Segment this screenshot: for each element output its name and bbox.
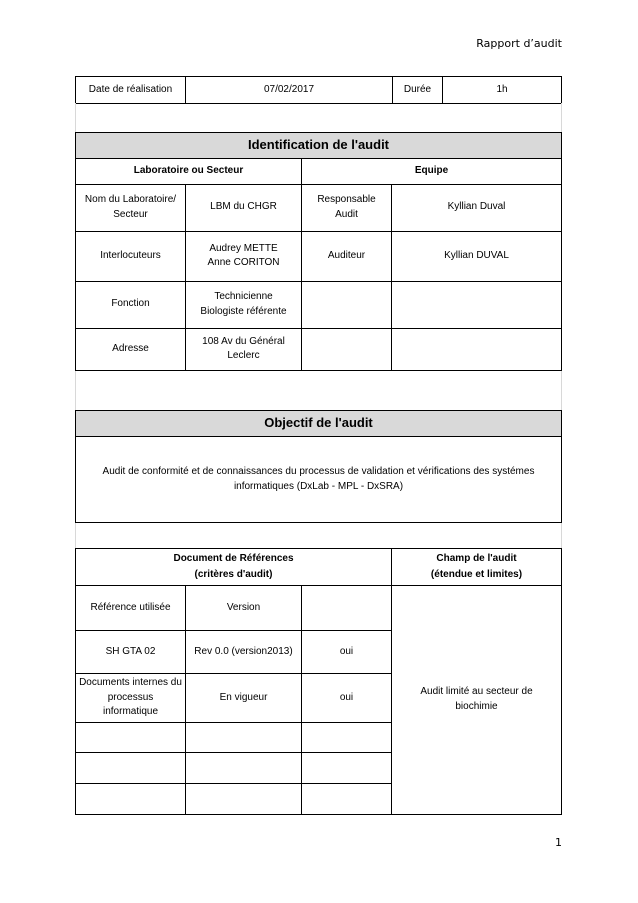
report-title: Rapport d’audit [476,37,562,50]
spacer [76,103,562,132]
interlocutors-value: Audrey METTE Anne CORITON [186,231,302,281]
empty-cell [302,752,392,783]
empty-cell [76,722,186,752]
objective-table [75,410,562,549]
address-team-empty [302,328,392,370]
references-header [76,549,392,586]
responsable-value: Kyllian Duval [392,184,562,231]
auditor-value: Kyllian DUVAL [392,231,562,281]
spacer [76,370,562,412]
references-title: Document de Références [173,553,294,564]
function-value: Technicienne Biologiste référente [186,281,302,328]
empty-cell [76,752,186,783]
address-value: 108 Av du Général Leclerc [186,328,302,370]
references-table [75,548,562,815]
ref-used-header: Référence utilisée [76,586,186,631]
ref-cell: Documents internes du processus informatique [76,674,186,723]
spacer [76,523,562,549]
empty-cell [302,783,392,814]
identification-title: Identification de l'audit [76,132,562,158]
col-lab-header: Laboratoire ou Secteur [76,158,302,184]
date-value: 07/02/2017 [186,77,393,104]
empty-cell [76,783,186,814]
duration-value: 1h [443,77,562,104]
interlocutors-label: Interlocuteurs [76,231,186,281]
page-number: 1 [555,836,562,849]
version-cell: Rev 0.0 (version2013) [186,631,302,674]
status-header-empty [302,586,392,631]
date-label: Date de réalisation [76,77,186,104]
scope-header [392,549,562,586]
empty-cell [302,722,392,752]
address-team-empty-2 [392,328,562,370]
scope-text: Audit limité au secteur de biochimie [392,586,562,815]
empty-cell [186,752,302,783]
duration-label: Durée [393,77,443,104]
responsable-label: Responsable Audit [302,184,392,231]
ref-cell: SH GTA 02 [76,631,186,674]
function-label: Fonction [76,281,186,328]
auditor-label: Auditeur [302,231,392,281]
lab-name-value: LBM du CHGR [186,184,302,231]
lab-name-label: Nom du Laboratoire/ Secteur [76,184,186,231]
version-cell: En vigueur [186,674,302,723]
scope-title: Champ de l'audit [436,553,517,564]
function-team-empty-2 [392,281,562,328]
identification-table [75,103,562,412]
references-subtitle: (critères d'audit) [194,569,273,580]
status-cell: oui [302,631,392,674]
date-duration-table [75,76,562,104]
status-cell: oui [302,674,392,723]
scope-subtitle: (étendue et limites) [430,569,523,580]
empty-cell [186,783,302,814]
objective-title: Objectif de l'audit [76,411,562,437]
version-header: Version [186,586,302,631]
objective-text: Audit de conformité et de connaissances du processus de validation et vérifications des systémes informatiques (DxLab - MPL - DxSRA) [76,437,562,523]
address-label: Adresse [76,328,186,370]
empty-cell [186,722,302,752]
function-team-empty [302,281,392,328]
col-team-header: Equipe [302,158,562,184]
